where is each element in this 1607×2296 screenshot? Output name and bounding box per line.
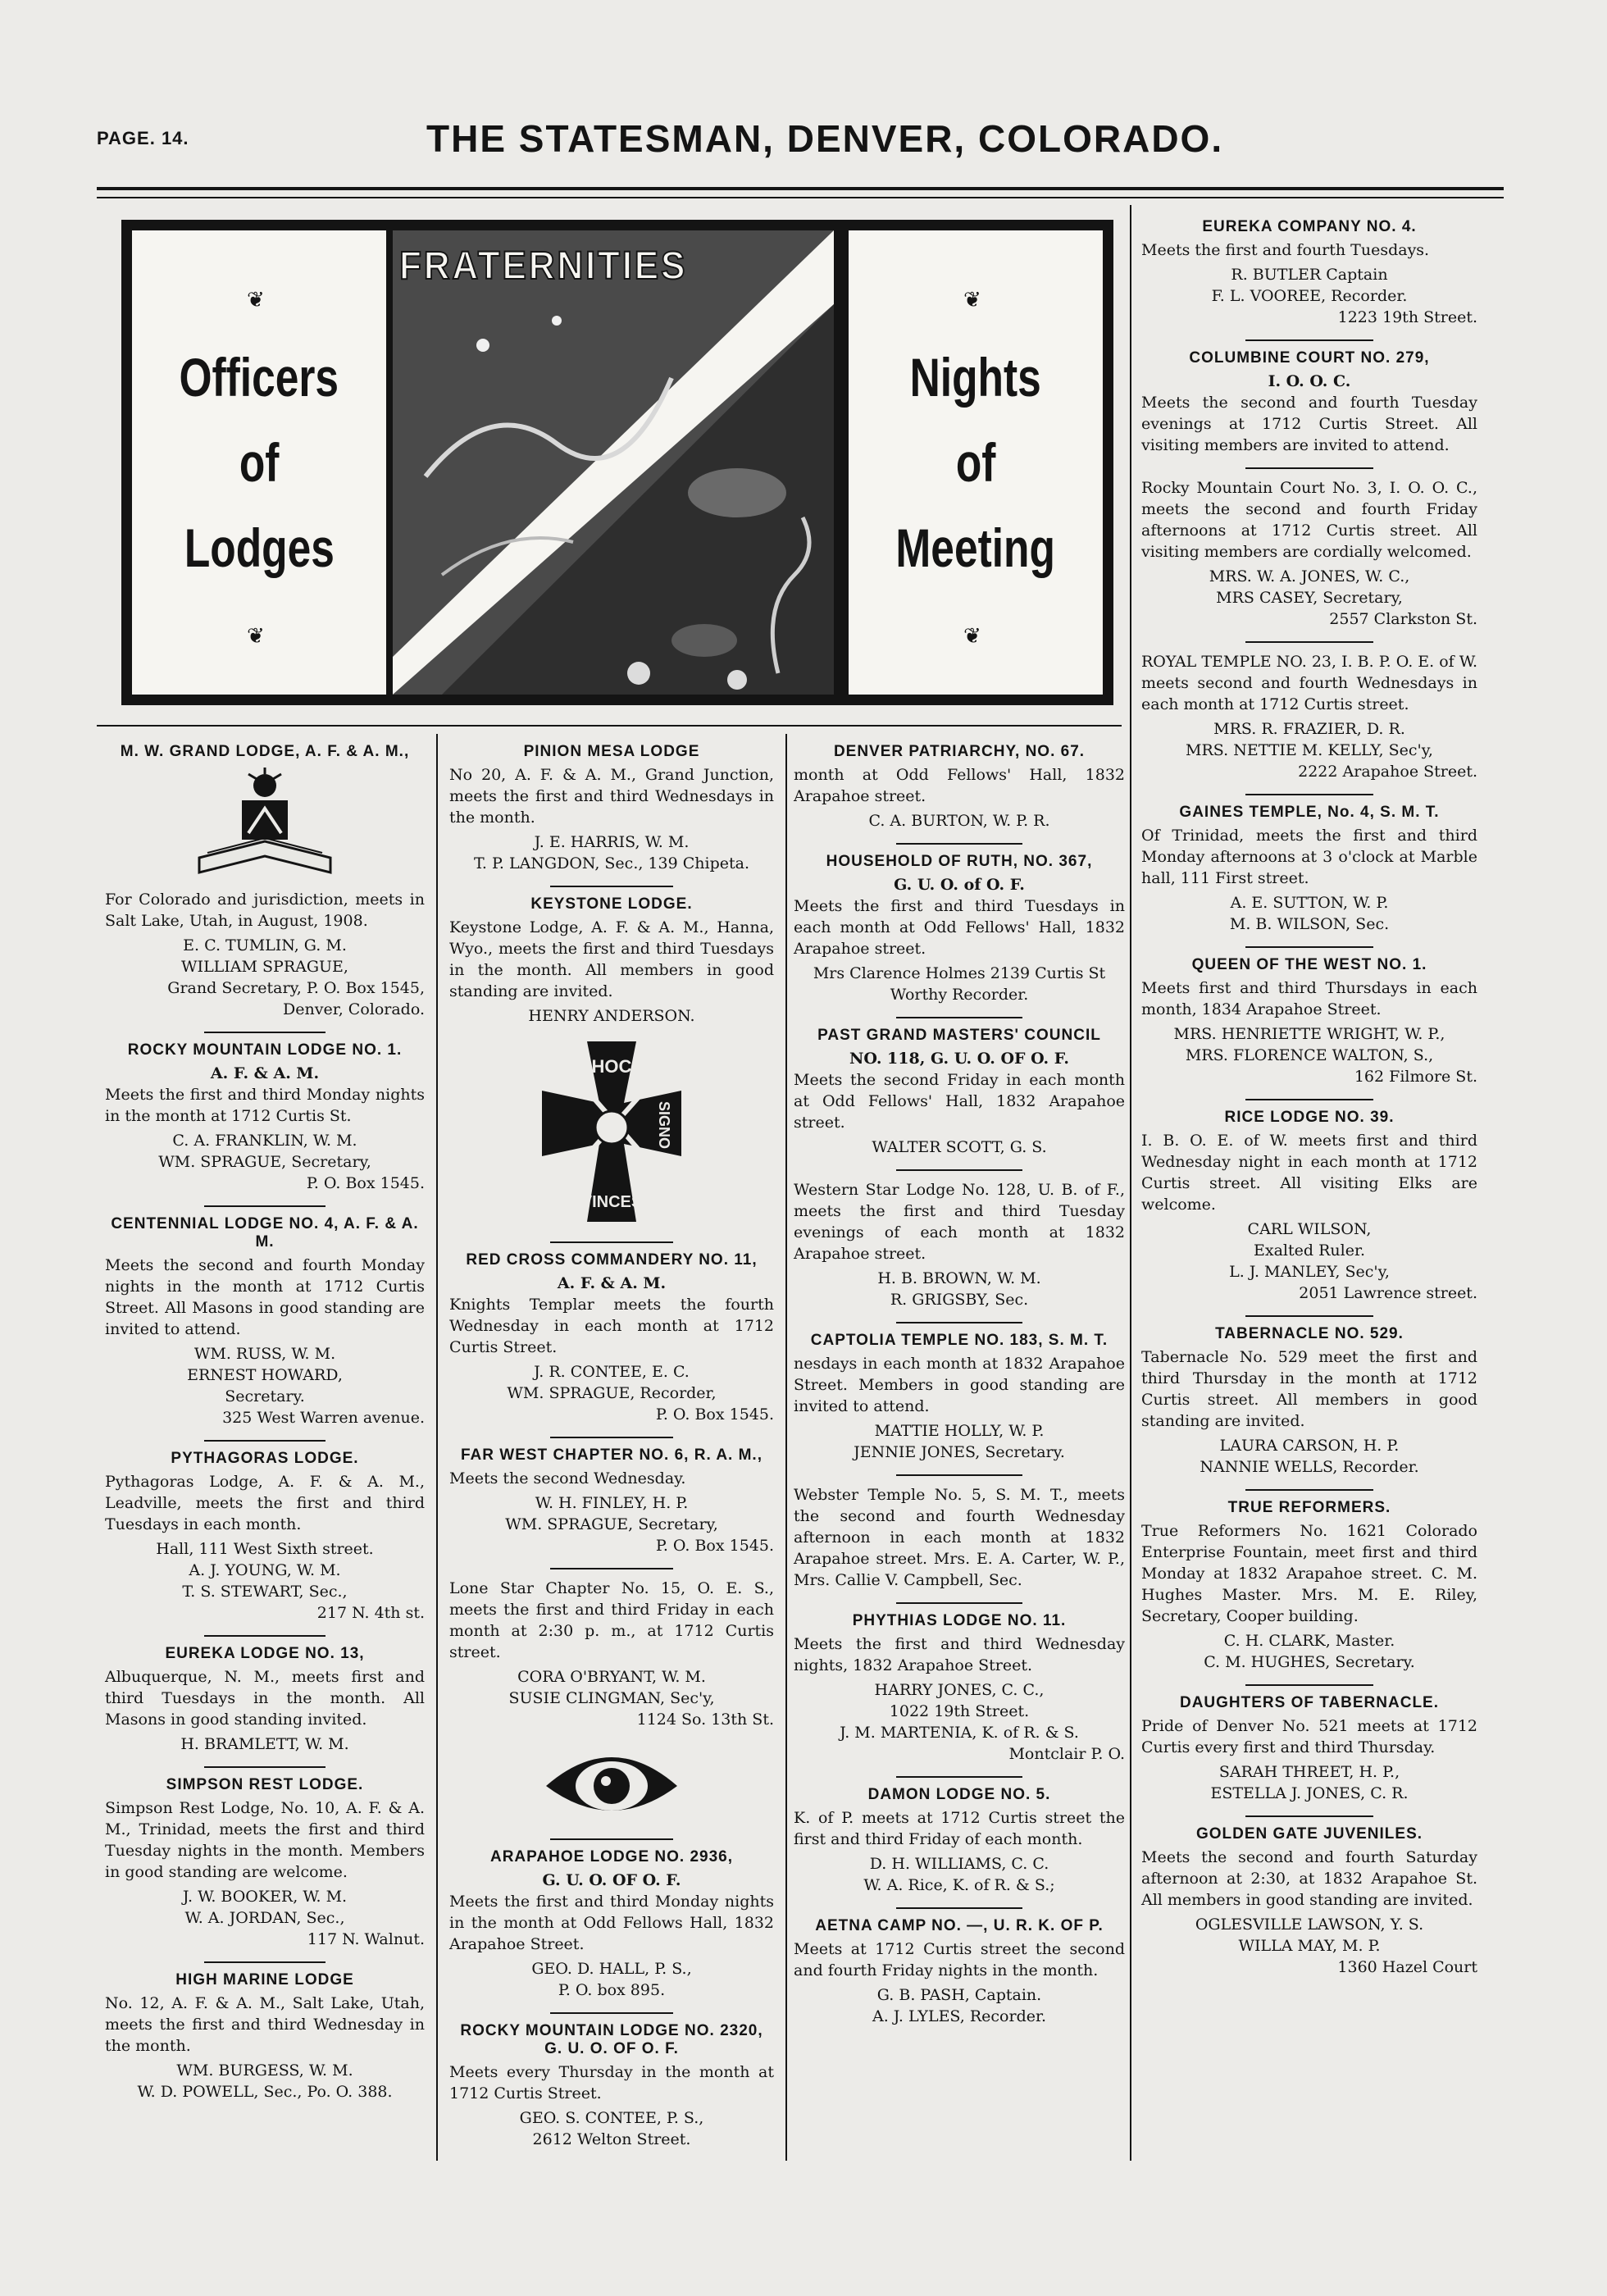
lodge-entry — [449, 1568, 774, 1730]
entry-officer: M. B. WILSON, Sec. — [1229, 915, 1390, 933]
entry-body: Albuquerque, N. M., meets first and third Tuesdays in the month. All Masons in good standing invited. — [105, 1668, 425, 1729]
entry-title: HOUSEHOLD OF RUTH, NO. 367, — [826, 853, 1093, 870]
entry-title: PINION MESA LODGE — [523, 743, 700, 760]
entry-subtitle: I. O. O. C. — [1268, 372, 1351, 390]
lodge-entry — [105, 1961, 425, 2102]
entry-officer: WM. SPRAGUE, Secretary, — [158, 1153, 371, 1171]
emblem-word-side: SIGNO — [656, 1100, 672, 1150]
lodge-entry — [449, 743, 774, 874]
entry-officer: 1360 Hazel Court — [1337, 1958, 1477, 1976]
lodge-entry — [1141, 794, 1477, 935]
lodge-entry — [1141, 641, 1477, 782]
entry-title: DAMON LODGE NO. 5. — [867, 1786, 1051, 1803]
entry-officer: Exalted Ruler. — [1254, 1241, 1365, 1260]
entry-title: ROCKY MOUNTAIN LODGE NO. 1. — [127, 1041, 403, 1059]
ornament-icon: ❦ — [963, 624, 981, 649]
entry-officer: 217 N. 4th st. — [316, 1604, 425, 1622]
entry-separator — [550, 1568, 673, 1569]
banner-left-panel — [132, 230, 386, 695]
entry-body: Meets the second Friday in each month at Odd Fellows' Hall, 1832 Arapahoe street. — [794, 1071, 1125, 1132]
ornament-icon: ❦ — [247, 288, 265, 312]
lodge-entry — [1141, 946, 1477, 1087]
lodge-entry — [1141, 218, 1477, 328]
entry-separator — [1245, 794, 1373, 795]
entry-separator — [896, 1017, 1022, 1018]
entry-title: PYTHAGORAS LODGE. — [171, 1450, 359, 1467]
entry-officer: NANNIE WELLS, Recorder. — [1200, 1458, 1419, 1476]
entry-officer: 2557 Clarkston St. — [1329, 610, 1477, 628]
entry-body: Meets every Thursday in the month at 1712 Curtis Street. — [449, 2063, 774, 2102]
entry-officer: P. O. Box 1545. — [306, 1174, 425, 1192]
entry-officer: WM. RUSS, W. M. — [193, 1345, 336, 1363]
entry-officer: 2612 Welton Street. — [532, 2130, 691, 2148]
entry-officer: HARRY JONES, C. C., — [874, 1681, 1045, 1699]
entry-body: ROYAL TEMPLE NO. 23, I. B. P. O. E. of W. meets second and fourth Wednesdays in each month at 1712 Curtis street. — [1141, 653, 1477, 713]
entry-officer: W. D. POWELL, Sec., Po. O. 388. — [137, 2083, 393, 2101]
entry-body: Meets the second and fourth Monday nights in the month at 1712 Curtis Street. All Masons in good standing are invited to attend. — [105, 1256, 425, 1338]
entry-title: ARAPAHOE LODGE NO. 2936, — [489, 1848, 734, 1866]
masthead-title: THE STATESMAN, DENVER, COLORADO. — [426, 117, 1224, 160]
emblem-word-bottom: VINCES — [580, 1193, 643, 1211]
entry-officer: R. GRIGSBY, Sec. — [890, 1291, 1029, 1309]
entry-body: Knights Templar meets the fourth Wednesday in each month at 1712 Curtis Street. — [449, 1296, 774, 1356]
entry-title: ROCKY MOUNTAIN LODGE NO. 2320, G. U. O. OF O. F. — [460, 2022, 763, 2057]
entry-body: No. 12, A. F. & A. M., Salt Lake, Utah, meets the first and third Wednesday in the month. — [105, 1994, 425, 2055]
entry-separator — [1245, 1315, 1373, 1317]
entry-title: TABERNACLE NO. 529. — [1215, 1325, 1404, 1342]
entry-officer: W. A. Rice, K. of R. & S.; — [863, 1876, 1055, 1894]
entry-officer: WM. SPRAGUE, Recorder, — [507, 1384, 717, 1402]
entry-separator — [896, 843, 1022, 845]
lodge-entry — [449, 1437, 774, 1556]
entry-officer: WILLA MAY, M. P. — [1238, 1937, 1381, 1955]
entry-body: Pythagoras Lodge, A. F. & A. M., Leadville, meets the first and third Tuesdays in each month. — [105, 1473, 425, 1533]
entry-officer: T. P. LANGDON, Sec., 139 Chipeta. — [474, 854, 749, 872]
entry-title: KEYSTONE LODGE. — [530, 895, 693, 913]
entry-officer: C. M. HUGHES, Secretary. — [1204, 1653, 1415, 1671]
emblem-word-top: HOC — [591, 1056, 632, 1077]
entry-body: Meets the second and fourth Saturday afternoon at 2:30, at 1832 Arapahoe St. All members in good standing are invited. — [1141, 1848, 1477, 1909]
banner-left-word-2: of — [239, 432, 280, 493]
entry-title: RICE LODGE NO. 39. — [1224, 1109, 1395, 1126]
entry-officer: H. BRAMLETT, W. M. — [180, 1735, 349, 1753]
entry-title: AETNA CAMP NO. —, U. R. K. OF P. — [815, 1917, 1104, 1934]
entry-subtitle: G. U. O. of O. F. — [894, 876, 1025, 894]
entry-separator — [1245, 1684, 1373, 1686]
entry-body: Keystone Lodge, A. F. & A. M., Hanna, Wyo., meets the first and third Tuesdays in the month. All members in good standing are invited. — [449, 918, 774, 1000]
entry-body: True Reformers No. 1621 Colorado Enterprise Fountain, meet first and third Monday at 1832 Arapahoe street. C. M. Hughes Master. Mrs. M. E. Riley, Secretary, Cooper building. — [1141, 1522, 1477, 1625]
lodge-entry — [105, 1440, 425, 1624]
entry-title: PAST GRAND MASTERS' COUNCIL — [817, 1027, 1101, 1044]
entry-officer: H. B. BROWN, W. M. — [877, 1269, 1041, 1287]
entry-officer: L. J. MANLEY, Sec'y, — [1229, 1263, 1390, 1281]
entry-officer: WM. BURGESS, W. M. — [176, 2061, 353, 2080]
entry-officer: MRS CASEY, Secretary, — [1216, 589, 1403, 607]
entry-body: Meets the second Wednesday. — [449, 1469, 686, 1487]
entry-officer: Worthy Recorder. — [890, 986, 1029, 1004]
entry-officer: Montclair P. O. — [1008, 1745, 1125, 1763]
entry-officer: G. B. PASH, Captain. — [876, 1986, 1042, 2004]
lodge-entry — [1141, 1684, 1477, 1804]
entry-officer: WILLIAM SPRAGUE, — [181, 958, 348, 976]
entry-title: SIMPSON REST LODGE. — [166, 1776, 364, 1793]
entry-separator — [1245, 1815, 1373, 1817]
all-seeing-eye-icon — [542, 1737, 681, 1827]
ornament-icon: ❦ — [963, 288, 981, 312]
entry-body: Rocky Mountain Court No. 3, I. O. O. C., meets the second and fourth Friday afternoons at 1712 Curtis street. All visiting members are cordially welcomed. — [1141, 479, 1477, 561]
entry-body: Tabernacle No. 529 meet the first and third Thursday in the month at 1712 Curtis street. All members in good standing are invited. — [1141, 1348, 1477, 1430]
lodge-entry — [794, 1602, 1125, 1765]
entry-body: Webster Temple No. 5, S. M. T., meets the second and fourth Wednesday afternoon in each month at 1832 Arapahoe street. Mrs. E. A. Carter, W. P., Mrs. Callie V. Campbell, Sec. — [794, 1486, 1125, 1589]
entry-subtitle: A. F. & A. M. — [557, 1274, 667, 1292]
masonic-book-icon — [191, 768, 339, 882]
entry-officer: F. L. VOOREE, Recorder. — [1211, 287, 1408, 305]
banner-left-word-3: Lodges — [184, 517, 335, 578]
entry-officer: T. S. STEWART, Sec., — [182, 1583, 348, 1601]
entry-separator — [550, 1838, 673, 1840]
entry-officer: D. H. WILLIAMS, C. C. — [869, 1855, 1049, 1873]
entry-body: No 20, A. F. & A. M., Grand Junction, meets the first and third Wednesdays in the month. — [449, 766, 774, 827]
entry-officer: MRS. HENRIETTE WRIGHT, W. P., — [1173, 1025, 1445, 1043]
entry-officer: C. A. FRANKLIN, W. M. — [172, 1132, 357, 1150]
entry-officer: GEO. S. CONTEE, P. S., — [519, 2109, 704, 2127]
entry-officer: Hall, 111 West Sixth street. — [156, 1540, 374, 1558]
entry-subtitle: NO. 118, G. U. O. OF O. F. — [849, 1050, 1069, 1068]
entry-title: GOLDEN GATE JUVENILES. — [1195, 1825, 1423, 1843]
lodge-entry — [1141, 1489, 1477, 1673]
entry-title: COLUMBINE COURT NO. 279, — [1189, 349, 1430, 367]
entry-officer: P. O. box 895. — [558, 1981, 666, 1999]
entry-body: For Colorado and jurisdiction, meets in Salt Lake, Utah, in August, 1908. — [105, 891, 425, 930]
entry-title: QUEEN OF THE WEST NO. 1. — [1191, 956, 1427, 973]
lodge-entry — [449, 1033, 774, 1425]
entry-body: Meets the first and third Monday nights in the month at 1712 Curtis St. — [105, 1086, 425, 1125]
entry-officer: 2222 Arapahoe Street. — [1298, 763, 1477, 781]
entry-officer: MRS. W. A. JONES, W. C., — [1209, 567, 1410, 585]
lodge-entry — [105, 1635, 425, 1755]
entry-separator — [204, 1205, 325, 1207]
entry-officer: C. A. BURTON, W. P. R. — [868, 812, 1050, 830]
entry-separator — [1245, 946, 1373, 948]
column-divider — [1130, 205, 1131, 2161]
entry-officer: C. H. CLARK, Master. — [1223, 1632, 1395, 1650]
entry-title: M. W. GRAND LODGE, A. F. & A. M., — [120, 743, 410, 760]
column-divider — [436, 734, 438, 2161]
entry-officer: MATTIE HOLLY, W. P. — [874, 1422, 1045, 1440]
entry-officer: CORA O'BRYANT, W. M. — [517, 1668, 706, 1686]
column-2 — [449, 735, 774, 2150]
entry-body: Of Trinidad, meets the first and third Monday afternoons at 3 o'clock at Marble hall, 111 First street. — [1141, 827, 1477, 887]
entry-officer: SUSIE CLINGMAN, Sec'y, — [508, 1689, 715, 1707]
entry-officer: A. J. YOUNG, W. M. — [189, 1561, 341, 1579]
entry-body: nesdays in each month at 1832 Arapahoe Street. Members in good standing are invited to attend. — [794, 1355, 1125, 1415]
lodge-entry — [1141, 339, 1477, 456]
entry-subtitle: G. U. O. OF O. F. — [542, 1871, 681, 1889]
entry-body: month at Odd Fellows' Hall, 1832 Arapahoe street. — [794, 766, 1125, 805]
entry-officer: 1124 So. 13th St. — [636, 1711, 774, 1729]
banner-bottom-rule — [97, 725, 1122, 727]
entry-body: Meets the first and third Wednesday nights, 1832 Arapahoe Street. — [794, 1635, 1125, 1674]
entry-title: CAPTOLIA TEMPLE NO. 183, S. M. T. — [810, 1332, 1109, 1349]
entry-officer: SARAH THREET, H. P., — [1218, 1763, 1400, 1781]
lodge-entry — [1141, 467, 1477, 630]
entry-separator — [204, 1440, 325, 1442]
column-3 — [794, 735, 1125, 2027]
header-rule — [97, 187, 1504, 190]
entry-officer: J. R. CONTEE, E. C. — [534, 1363, 690, 1381]
entry-body: Meets the second and fourth Tuesday evenings at 1712 Curtis Street. All visiting members are invited to attend. — [1141, 394, 1477, 454]
entry-officer: CARL WILSON, — [1247, 1220, 1372, 1238]
entry-body: Lone Star Chapter No. 15, O. E. S., meets the first and third Friday in each month at 2:30 p. m., at 1712 Curtis street. — [449, 1579, 774, 1661]
entry-officer: 117 N. Walnut. — [307, 1930, 425, 1948]
entry-title: DAUGHTERS OF TABERNACLE. — [1179, 1694, 1440, 1711]
column-1 — [105, 735, 425, 2102]
entry-body: Meets the first and fourth Tuesdays. — [1141, 241, 1430, 259]
entry-separator — [550, 2012, 673, 2014]
entry-officer: WM. SPRAGUE, Secretary, — [505, 1515, 718, 1533]
entry-officer: WALTER SCOTT, G. S. — [872, 1138, 1047, 1156]
entry-separator — [204, 1766, 325, 1768]
lodge-entry — [794, 843, 1125, 1005]
entry-officer: P. O. Box 1545. — [655, 1537, 774, 1555]
lodge-entry — [794, 1169, 1125, 1310]
entry-title: HIGH MARINE LODGE — [175, 1971, 354, 1988]
entry-separator — [896, 1474, 1022, 1476]
banner-right-word-1: Nights — [909, 347, 1042, 408]
entry-separator — [1245, 339, 1373, 341]
entry-separator — [896, 1776, 1022, 1778]
header-rule-thin — [97, 197, 1504, 198]
banner-right-word-2: of — [955, 432, 996, 493]
fraternities-banner — [121, 220, 1113, 705]
entry-officer: MRS. NETTIE M. KELLY, Sec'y, — [1186, 741, 1433, 759]
lodge-entry — [1141, 1315, 1477, 1478]
entry-officer: J. E. HARRIS, W. M. — [534, 833, 690, 851]
banner-right-word-3: Meeting — [895, 517, 1056, 578]
entry-officer: 1223 19th Street. — [1337, 308, 1477, 326]
entry-separator — [550, 1437, 673, 1438]
page-number: PAGE. 14. — [97, 128, 189, 148]
entry-officer: OGLESVILLE LAWSON, Y. S. — [1195, 1916, 1424, 1934]
entry-separator — [204, 1032, 325, 1033]
entry-body: K. of P. meets at 1712 Curtis street the first and third Friday of each month. — [794, 1809, 1125, 1848]
entry-separator — [896, 1169, 1022, 1171]
ornament-icon: ❦ — [247, 624, 265, 649]
entry-body: I. B. O. E. of W. meets first and third Wednesday night in each month at 1712 Curtis street. All visiting Elks are welcome. — [1141, 1132, 1477, 1214]
entry-officer: R. BUTLER Captain — [1231, 266, 1388, 284]
lodge-entry — [794, 1776, 1125, 1896]
entry-officer: J. W. BOOKER, W. M. — [182, 1888, 348, 1906]
entry-body: Meets the first and third Tuesdays in each month at Odd Fellows' Hall, 1832 Arapahoe street. — [794, 897, 1125, 958]
entry-body: Simpson Rest Lodge, No. 10, A. F. & A. M., Trinidad, meets the first and third Tuesday nights in the month. Members in good standing are welcome. — [105, 1799, 425, 1881]
lodge-entry — [794, 1474, 1125, 1591]
entry-subtitle: A. F. & A. M. — [210, 1064, 320, 1082]
templar-cross-icon — [530, 1033, 694, 1230]
entry-officer: Mrs Clarence Holmes 2139 Curtis St — [813, 964, 1106, 982]
banner-center-title: FRATERNITIES — [399, 244, 688, 288]
entry-officer: MRS. R. FRAZIER, D. R. — [1213, 720, 1405, 738]
entry-separator — [1245, 467, 1373, 469]
entry-title: GAINES TEMPLE, No. 4, S. M. T. — [1179, 804, 1440, 821]
entry-officer: W. H. FINLEY, H. P. — [535, 1494, 689, 1512]
lodge-entry — [794, 1017, 1125, 1158]
entry-title: FAR WEST CHAPTER NO. 6, R. A. M., — [461, 1446, 763, 1464]
entry-officer: LAURA CARSON, H. P. — [1219, 1437, 1400, 1455]
entry-body: Pride of Denver No. 521 meets at 1712 Curtis every first and third Thursday. — [1141, 1717, 1477, 1756]
entry-officer: 1022 19th Street. — [889, 1702, 1030, 1720]
entry-separator — [1245, 641, 1373, 643]
entry-officer: GEO. D. HALL, P. S., — [531, 1960, 692, 1978]
entry-officer: W. A. JORDAN, Sec., — [184, 1909, 345, 1927]
entry-officer: Grand Secretary, P. O. Box 1545, Denver, Colorado. — [167, 979, 425, 1018]
lodge-entry — [1141, 1099, 1477, 1304]
banner-left-word-1: Officers — [179, 347, 339, 408]
entry-officer: 325 West Warren avenue. — [222, 1409, 425, 1427]
entry-body: Meets at 1712 Curtis street the second and fourth Friday nights in the month. — [794, 1940, 1125, 1979]
entry-body: Meets first and third Thursdays in each month, 1834 Arapahoe Street. — [1141, 979, 1477, 1018]
entry-separator — [896, 1907, 1022, 1909]
entry-separator — [204, 1635, 325, 1637]
entry-title: EUREKA LODGE NO. 13, — [165, 1645, 365, 1662]
entry-title: DENVER PATRIARCHY, NO. 67. — [833, 743, 1086, 760]
entry-body: Meets the first and third Monday nights in the month at Odd Fellows Hall, 1832 Arapahoe Street. — [449, 1893, 774, 1953]
entry-officer: ESTELLA J. JONES, C. R. — [1210, 1784, 1409, 1802]
lodge-entry — [105, 1032, 425, 1194]
entry-separator — [896, 1322, 1022, 1323]
entry-officer: P. O. Box 1545. — [655, 1405, 774, 1424]
entry-officer: Secretary. — [225, 1387, 305, 1405]
lodge-entry — [1141, 1815, 1477, 1978]
entry-title: TRUE REFORMERS. — [1227, 1499, 1391, 1516]
entry-separator — [550, 886, 673, 887]
lodge-entry — [105, 1205, 425, 1428]
banner-illustration — [393, 230, 834, 695]
lodge-entry — [105, 1766, 425, 1950]
entry-officer: JENNIE JONES, Secretary. — [854, 1443, 1065, 1461]
entry-officer: 162 Filmore St. — [1354, 1068, 1477, 1086]
entry-title: PHYTHIAS LODGE NO. 11. — [852, 1612, 1067, 1629]
entry-officer: J. M. MARTENIA, K. of R. & S. — [840, 1724, 1079, 1742]
entry-separator — [1245, 1489, 1373, 1491]
lodge-entry — [105, 743, 425, 1020]
lodge-entry — [449, 1737, 774, 2001]
entry-officer: 2051 Lawrence street. — [1299, 1284, 1477, 1302]
lodge-entry — [794, 1907, 1125, 2027]
lodge-entry — [449, 2012, 774, 2150]
entry-officer: A. J. LYLES, Recorder. — [872, 2007, 1047, 2025]
entry-officer: E. C. TUMLIN, G. M. — [183, 936, 347, 954]
entry-separator — [204, 1961, 325, 1963]
entry-separator — [896, 1602, 1022, 1604]
lodge-entry — [794, 743, 1125, 831]
entry-officer: A. E. SUTTON, W. P. — [1230, 894, 1389, 912]
entry-title: EUREKA COMPANY NO. 4. — [1202, 218, 1417, 235]
entry-title: CENTENNIAL LODGE NO. 4, A. F. & A. M. — [111, 1215, 419, 1250]
entry-separator — [550, 1241, 673, 1243]
entry-officer: MRS. FLORENCE WALTON, S., — [1185, 1046, 1434, 1064]
entry-body: Western Star Lodge No. 128, U. B. of F., meets the first and third Tuesday evenings of each month at 1832 Arapahoe street. — [794, 1181, 1125, 1263]
column-divider — [785, 734, 787, 2161]
lodge-entry — [794, 1322, 1125, 1463]
entry-officer: HENRY ANDERSON. — [528, 1007, 695, 1025]
entry-title: RED CROSS COMMANDERY NO. 11, — [466, 1251, 758, 1269]
entry-officer: ERNEST HOWARD, — [187, 1366, 343, 1384]
lodge-entry — [449, 886, 774, 1027]
illustration-art — [393, 230, 834, 695]
column-4 — [1141, 210, 1477, 1978]
entry-separator — [1245, 1099, 1373, 1100]
banner-right-panel — [849, 230, 1103, 695]
